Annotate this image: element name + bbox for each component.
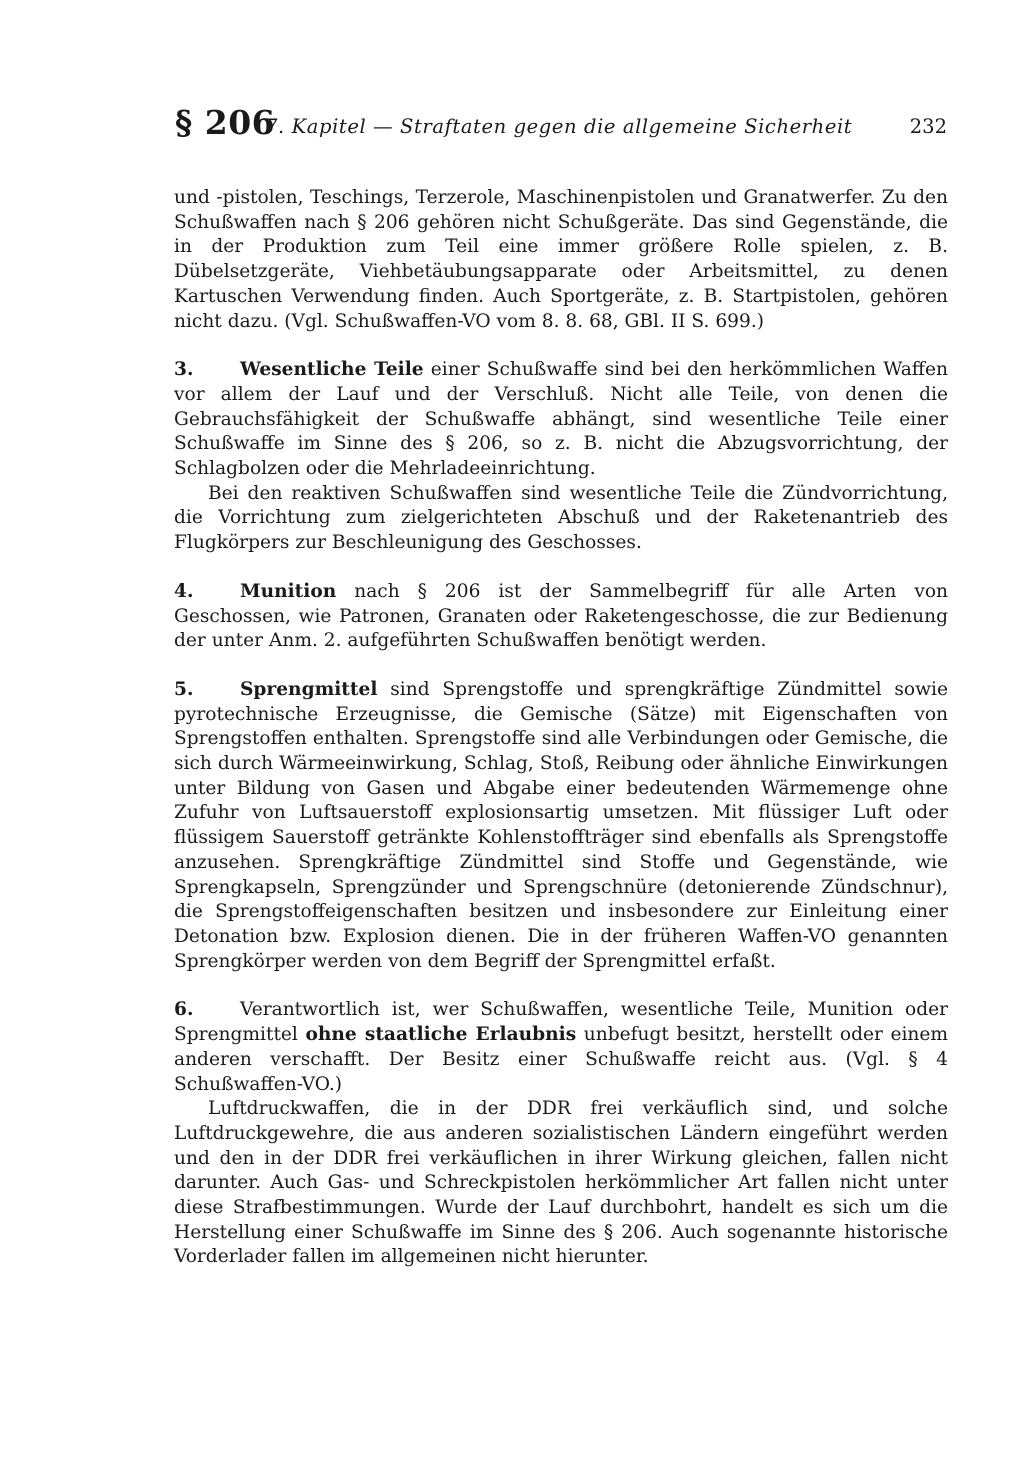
body-text [174,186,948,1270]
note-keyword: Munition [240,580,337,602]
note-6 [174,998,948,1097]
note-text: sind Sprengstoffe und sprengkräftige Zündmittel sowie pyrotechnische Erzeugnisse, die Gemische (Sätze) mit Eigenschaften von Sprengstoffen enthalten. Sprengstoffe sind alle Verbindungen oder Gemische, die sich durch Wärmeeinwirkung, Schlag, Stoß, Reibung oder ähnliche Einwirkungen unter Bildung von Gasen und Abgabe einer bedeutenden Wärmemenge ohne Zufuhr von Luftsauerstoff explosionsartig umsetzen. Mit flüssiger Luft oder flüssigem Sauerstoff getränkte Kohlenstoffträger sind ebenfalls als Sprengstoffe anzusehen. Sprengkräftige Zündmittel sind Stoffe und Gegenstände, wie Sprengkapseln, Sprengzünder und Sprengschnüre (detonierende Zündschnur), die Sprengstoffeigenschaften besitzen und insbesondere zur Einleitung einer Detonation bzw. Explosion dienen. Die in der früheren Waffen-VO genannten Sprengkörper werden von dem Begriff der Sprengmittel erfaßt. [174,678,948,972]
chapter-title: 7. Kapitel — Straftaten gegen die allgemeine Sicherheit [265,115,853,138]
note-number: 3. [174,359,194,381]
note-text: Verantwortlich ist, wer Schußwaffen, wesentliche Teile, Munition oder Sprengmittel [174,999,948,1046]
paragraph-continuation: und -pistolen, Teschings, Terzerole, Maschinenpistolen und Granatwerfer. Zu den Schußwaffen nach § 206 gehören nicht Schußgeräte. Das sind Gegenstände, die in der Produktion zum Teil eine immer größere Rolle spielen, z. B. Dübelsetzgeräte, Viehbetäubungsapparate oder Arbeitsmittel, zu denen Kartuschen Verwendung finden. Auch Sportgeräte, z. B. Startpistolen, gehören nicht dazu. (Vgl. Schußwaffen-VO vom 8. 8. 68, GBl. II S. 699.) [174,187,948,332]
note-text-continued: unbefugt besitzt, herstellt oder einem anderen verschafft. Der Besitz einer Schußwaffe reicht aus. (Vgl. § 4 Schußwaffen-VO.) [174,1024,948,1095]
note-5 [174,678,948,974]
note-number: 5. [174,678,194,700]
section-mark: § 206 [175,103,276,142]
note-text: einer Schußwaffe sind bei den herkömmlichen Waffen vor allem der Lauf und der Verschluß. Nicht alle Teile, von denen die Gebrauchsfähigkeit der Schußwaffe abhängt, sind wesentliche Teile einer Schußwaffe im Sinne des § 206, so z. B. nicht die Abzugsvorrichtung, der Schlagbolzen oder die Mehrladeeinrichtung. [174,359,948,480]
note-emphasis: ohne staatliche Erlaubnis [305,1024,577,1046]
page-number: 232 [909,115,947,138]
note-keyword: Sprengmittel [240,678,378,700]
note-number: 4. [174,580,194,602]
note-keyword: Wesentliche Teile [240,359,424,381]
note-3 [174,358,948,482]
note-number: 6. [174,999,194,1021]
note-4 [174,580,948,654]
note-3-paragraph-2: Bei den reaktiven Schußwaffen sind wesentliche Teile die Zündvorrichtung, die Vorrichtung zum zielgerichteten Abschuß und der Raketenantrieb des Flugkörpers zur Beschleunigung des Geschosses. [174,482,948,554]
note-text: nach § 206 ist der Sammelbegriff für alle Arten von Geschossen, wie Patronen, Granaten oder Raketengeschosse, die zur Bedienung der unter Anm. 2. aufgeführten Schußwaffen benötigt werden. [174,580,948,652]
page-header [175,98,953,158]
note-6-paragraph-2: Luftdruckwaffen, die in der DDR frei verkäuflich sind, und solche Luftdruckgewehre, die aus anderen sozialistischen Ländern eingeführt werden und den in der DDR frei verkäuflichen in ihrer Wirkung gleichen, fallen nicht darunter. Auch Gas- und Schreckpistolen herkömmlicher Art fallen nicht unter diese Strafbestimmungen. Wurde der Lauf durchbohrt, handelt es sich um die Herstellung einer Schußwaffe im Sinne des § 206. Auch sogenannte historische Vorderlader fallen im allgemeinen nicht hierunter. [174,1098,948,1268]
